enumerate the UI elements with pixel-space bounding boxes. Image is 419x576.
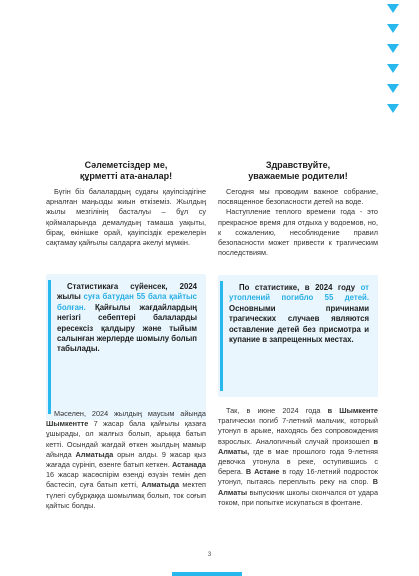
kazakh-run: мектеп түлегі субұрқаққа шомылмақ болып, ток соғып қайтыс болды. bbox=[46, 480, 206, 510]
triangle-down-icon bbox=[387, 64, 399, 73]
triangle-down-icon bbox=[387, 84, 399, 93]
kazakh-run: Алматыда bbox=[75, 449, 114, 459]
kazakh-run: Алматыда bbox=[141, 480, 180, 490]
russian-run: в Шымкенте bbox=[327, 406, 378, 415]
kazakh-run: Мәселен, 2024 жылдың маусым айында bbox=[54, 409, 206, 418]
page-number: 3 bbox=[207, 552, 212, 558]
russian-cases-paragraph bbox=[218, 406, 378, 508]
russian-stat-box bbox=[218, 275, 378, 397]
kazakh-run: 16 жасар жасөспірім өзенді өзүзін темін деп бастесіп, суға батып кетті, bbox=[46, 470, 206, 490]
triangle-down-icon bbox=[387, 4, 399, 13]
kazakh-intro-paragraph: Бүгін біз балалардың судағы қауіпсіздігіне арналған маңызды жиын өткіземіз. Жылдың жылы мезгілінің басталуы – бұл су қоймаларында демалудың тамаша уақыты, бірақ, өкінішке орай, қауіпсіздік ережелерін сақтамау қайғылы салдарға әкелуі мүмкін. bbox=[46, 187, 206, 248]
russian-stat-text: По статистике, в 2024 году от утоплений погибло 55 детей. Основными причинами трагических случаев являются оставление детей без присмотра и купание в запрещенных местах. bbox=[229, 283, 369, 345]
russian-run: трагически погиб 7-летний мальчик, который утонул в арыке, находясь без сопровождения взрослых. Аналогичный случай произошел bbox=[218, 416, 378, 446]
kazakh-cases-paragraph bbox=[46, 409, 206, 511]
kazakh-stat-box bbox=[46, 274, 206, 420]
russian-intro-paragraph-1: Сегодня мы проводим важное собрание, посвященное безопасности детей на воде. bbox=[218, 187, 378, 207]
kazakh-run: орын алды. 9 жасар қыз жағада сүрініп, өзенге батып кеткен. bbox=[46, 449, 206, 470]
kazakh-run: Шымкентте bbox=[46, 419, 89, 429]
russian-run: выпускник школы скончался от удара током, при попытке искупаться в фонтане. bbox=[218, 487, 378, 507]
russian-intro-paragraph-2: Наступление теплого времени года - это прекрасное время для отдыха у водоемов, но, к сожалению, несоблюдение правил безопасности может привести к трагическим последствиям. bbox=[218, 207, 378, 258]
russian-greeting: Здравствуйте, уважаемые родители! bbox=[248, 160, 348, 181]
russian-run: Так, в июне 2024 года bbox=[226, 406, 328, 415]
russian-run: В Алматы bbox=[218, 477, 378, 497]
triangle-decoration bbox=[387, 4, 401, 124]
russian-run: в году 16-летний подросток утонул, пытаясь переплыть реку на спор. bbox=[218, 467, 378, 487]
russian-run: где в мае прошлого года 9-летняя девочка утонула в реке, оступившись с берега. bbox=[218, 446, 378, 477]
kazakh-run: Астанада bbox=[171, 460, 206, 470]
footer-accent-bar bbox=[172, 572, 242, 576]
triangle-down-icon bbox=[387, 44, 399, 53]
kazakh-stat-highlight: суға батудан 55 бала қайтыс болған. bbox=[57, 292, 198, 312]
russian-stat-highlight: от утоплений погибло 55 детей. bbox=[229, 283, 369, 303]
kazakh-stat-text: Статистикаға сүйенсек, 2024 жылы суға батудан 55 бала қайтыс болған. Қайғылы жағдайлардың негізгі себептері балаларды ересексіз қалдыру және тыйым салынған жерлерде шомылу болып табылады. bbox=[57, 282, 198, 354]
russian-intro bbox=[218, 187, 378, 258]
triangle-down-icon bbox=[387, 104, 399, 113]
kazakh-greeting: Сәлеметсіздер ме, құрметті ата-аналар! bbox=[79, 160, 173, 181]
kazakh-run: 7 жасар бала қайғылы қазаға ұшырады, ол жалғыз болып, арыққа батып кетті. Осындай жағдай өткен жылдың мамыр айында bbox=[46, 419, 206, 459]
russian-run: В Астане bbox=[245, 467, 280, 477]
russian-run: в Алматы, bbox=[218, 436, 378, 456]
triangle-down-icon bbox=[387, 24, 399, 33]
